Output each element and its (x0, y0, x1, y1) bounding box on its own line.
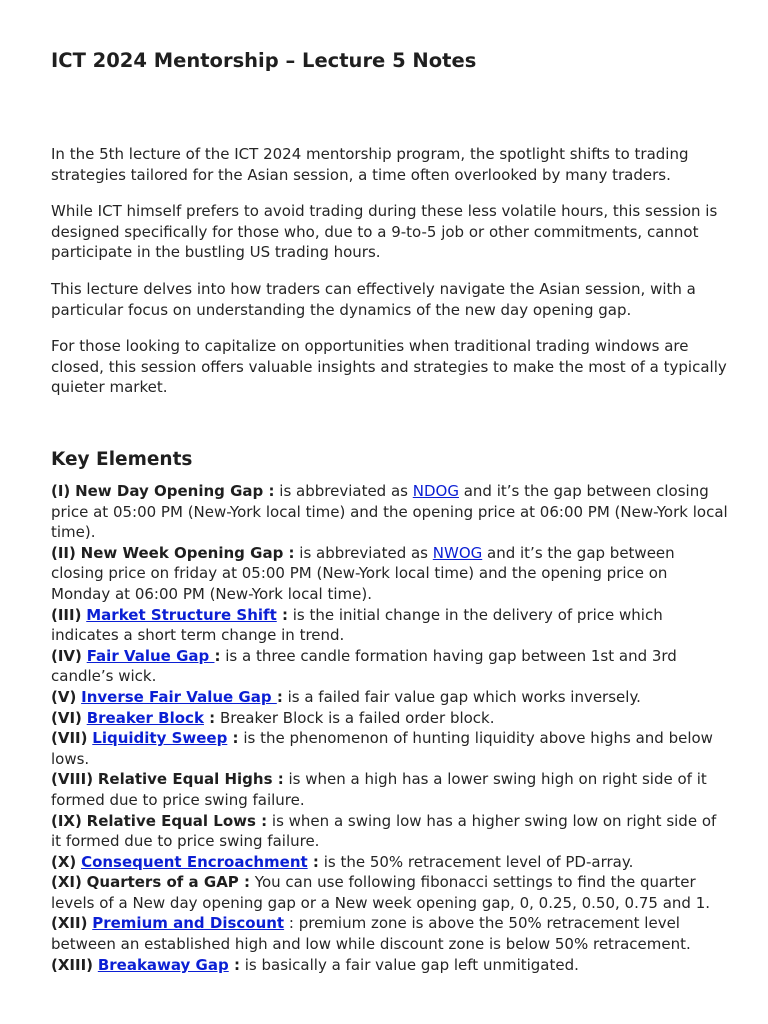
key-element-item (51, 872, 731, 913)
fair-value-gap-link[interactable]: Fair Value Gap (86, 646, 215, 665)
item-number: (VIII) (51, 770, 94, 789)
page-title: ICT 2024 Mentorship – Lecture 5 Notes (51, 49, 477, 72)
liquidity-sweep-link[interactable]: Liquidity Sweep (92, 729, 228, 748)
ndog-link[interactable]: NDOG (412, 482, 459, 500)
intro-paragraph: For those looking to capitalize on opportunities when traditional trading windows are closed, this session offers valuable insights and strategies to make the most of a typically quieter market. (51, 337, 727, 397)
item-number: (VI) (51, 708, 82, 727)
key-element-item (51, 708, 731, 729)
key-element-item (51, 769, 731, 810)
intro-section (51, 144, 731, 414)
item-term: New Week Opening Gap : (80, 543, 295, 562)
item-separator: : (214, 646, 221, 665)
item-text: is when a swing low has a higher swing low on right side of it formed due to price swing failure. (51, 811, 717, 851)
key-element-item (51, 811, 731, 852)
consequent-encroachment-link[interactable]: Consequent Encroachment (81, 852, 308, 871)
item-text: is basically a fair value gap left unmitigated. (239, 955, 579, 974)
item-text: is abbreviated as (294, 543, 433, 562)
market-structure-shift-link[interactable]: Market Structure Shift (86, 605, 277, 624)
item-number: (IX) (51, 811, 82, 830)
item-number: (II) (51, 543, 76, 562)
premium-and-discount-link[interactable]: Premium and Discount (92, 914, 285, 933)
key-element-item (51, 605, 731, 646)
key-element-item (51, 913, 731, 954)
intro-paragraph: This lecture delves into how traders can effectively navigate the Asian session, with a particular focus on understanding the dynamics of the new day opening gap. (51, 279, 696, 319)
key-element-item (51, 646, 731, 687)
item-term: Relative Equal Highs : (97, 770, 284, 789)
item-number: (XI) (51, 873, 82, 892)
item-separator: : (276, 605, 288, 624)
item-text: Breaker Block is a failed order block. (215, 708, 495, 727)
key-element-item (51, 728, 731, 769)
item-term: Quarters of a GAP : (86, 873, 251, 892)
item-term: New Day Opening Gap : (75, 482, 275, 500)
intro-paragraph: While ICT himself prefers to avoid trading during these less volatile hours, this session is designed specifically for those who, due to a 9-to-5 job or other commitments, cannot participate in the bustling US trading hours. (51, 202, 718, 262)
item-text: and it’s the gap between closing price on friday at 05:00 PM (New-York local time) and the opening price on Monday at 06:00 PM (New-York local time). (51, 543, 675, 603)
item-text: is the phenomenon of hunting liquidity above highs and below lows. (51, 729, 713, 768)
item-separator: : (227, 729, 239, 748)
item-text: is the initial change in the delivery of price which indicates a short term change in trend. (51, 605, 663, 645)
item-number: (V) (51, 687, 77, 706)
key-element-item (51, 955, 731, 976)
item-number: (IV) (51, 646, 82, 665)
item-number: (XIII) (51, 955, 94, 974)
item-separator: : (307, 852, 319, 871)
item-text: is abbreviated as (274, 482, 413, 500)
item-number: (X) (51, 852, 77, 871)
item-number: (III) (51, 605, 82, 624)
key-elements-list (51, 481, 731, 975)
item-number: (XII) (51, 914, 88, 933)
item-text: and it’s the gap between closing price at 05:00 PM (New-York local time) and the opening price at 06:00 PM (New-York local time). (51, 482, 728, 542)
item-text: premium zone is above the 50% retracement level between an established high and low while discount zone is below 50% retracement. (51, 914, 691, 954)
item-text: You can use following fibonacci settings to find the quarter levels of a New day opening gap or a New week opening gap, 0, 0.25, 0.50, 0.75 and 1. (51, 873, 711, 912)
item-separator: : (284, 914, 294, 933)
item-number: (I) (51, 482, 71, 500)
key-element-item (51, 687, 731, 708)
inverse-fair-value-gap-link[interactable]: Inverse Fair Value Gap (81, 687, 277, 706)
item-text: is when a high has a lower swing high on right side of it formed due to price swing failure. (51, 770, 707, 809)
item-separator: : (228, 955, 240, 974)
item-text: is a three candle formation having gap between 1st and 3rd candle’s wick. (51, 646, 677, 686)
item-text: is the 50% retracement level of PD-array. (318, 852, 634, 871)
item-number: (VII) (51, 729, 88, 748)
item-separator: : (276, 687, 283, 706)
breakaway-gap-link[interactable]: Breakaway Gap (97, 955, 229, 974)
key-element-item (51, 852, 731, 873)
item-text: is a failed fair value gap which works inversely. (282, 687, 641, 706)
intro-paragraph: In the 5th lecture of the ICT 2024 mentorship program, the spotlight shifts to trading strategies tailored for the Asian session, a time often overlooked by many traders. (51, 145, 689, 184)
breaker-block-link[interactable]: Breaker Block (86, 708, 204, 727)
key-element-item (51, 543, 731, 605)
key-element-item (51, 481, 731, 543)
item-term: Relative Equal Lows : (86, 811, 268, 830)
item-separator: : (203, 708, 216, 727)
nwog-link[interactable]: NWOG (432, 543, 483, 562)
key-elements-heading: Key Elements (51, 449, 193, 470)
